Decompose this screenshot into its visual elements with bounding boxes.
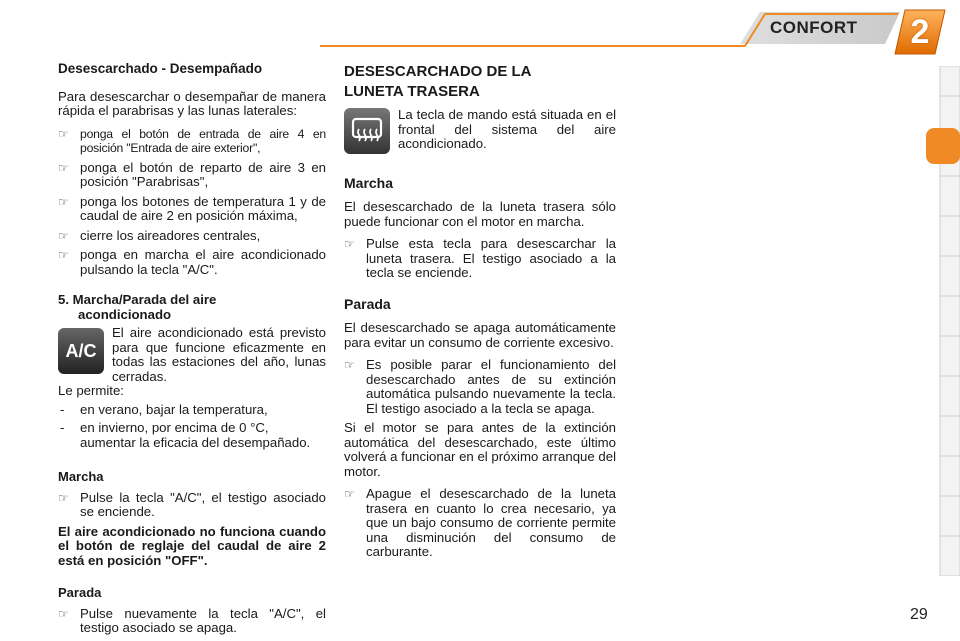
left-marcha-heading: Marcha [58,469,104,484]
hand-pointer-icon: ☞ [344,358,355,372]
hand-pointer-icon: ☞ [58,194,69,209]
list-item: ☞ Pulse nuevamente la tecla "A/C", el testigo asociado se apaga. [58,605,326,635]
list-item: ☞ ponga el botón de reparto de aire 3 en posición "Parabrisas", [58,159,326,189]
ac-button-icon: A/C [58,328,104,374]
list-item: ☞ ponga en marcha el aire acondicionado pulsando la tecla "A/C". [58,247,326,277]
permits-label: Le permite: [58,383,124,398]
right-note: Si el motor se para antes de la extinción automática del desescarchado, este último volverá a funcionar en el próximo arranque del motor. [344,420,616,479]
hand-pointer-icon: ☞ [58,228,69,243]
list-item: ☞ Apague el desescarchado de la luneta trasera en cuanto lo crea necesario, ya que un bajo consumo de corriente permite una disminución del consumo de carburante. [344,486,616,559]
hand-pointer-icon: ☞ [58,606,69,621]
list-item: ☞ Es posible parar el funcionamiento del desescarchado antes de su extinción automática pulsando nuevamente la tecla. El testigo asociado a la tecla se apaga. [344,357,616,416]
ac-section-title-cont: acondicionado [78,306,172,322]
list-item: ☞ Pulse la tecla "A/C", el testigo asociado se enciende. [58,489,326,519]
right-parada-heading: Parada [344,295,391,312]
left-heading: Desescarchado - Desempañado [58,61,263,76]
list-item: - en verano, bajar la temperatura, [60,401,268,417]
left-parada-heading: Parada [58,585,102,600]
chapter-number: 2 [910,13,930,51]
list-item: - en invierno, por encima de 0 °C, aumentar la eficacia del desempañado. [60,420,311,450]
section-title: CONFORT [770,18,858,37]
right-heading-line2: LUNETA TRASERA [344,83,480,100]
active-chapter-tab [926,128,960,164]
hand-pointer-icon: ☞ [344,237,355,251]
right-parada-text: El desescarchado se apaga automáticamente para evitar un consumo de corriente excesivo. [344,320,616,350]
hand-pointer-icon: ☞ [58,490,69,505]
hand-pointer-icon: ☞ [344,487,355,501]
right-intro: La tecla de mando está situada en el frontal del sistema del aire acondicionado. [398,107,616,151]
hand-pointer-icon: ☞ [58,248,69,262]
list-item: ☞ ponga el botón de entrada de aire 4 en posición "Entrada de aire exterior", [58,126,326,155]
ac-warning: El aire acondicionado no funciona cuando el botón de reglaje del caudal de aire 2 está en posición "OFF". [58,523,326,568]
chapter-tabs [926,66,960,576]
page-number: 29 [910,606,928,623]
hand-pointer-icon: ☞ [58,160,69,175]
right-heading-line1: DESESCARCHADO DE LA [344,63,532,80]
right-column [344,62,616,565]
left-intro: Para desescarchar o desempañar de manera rápida el parabrisas y las lunas laterales: [58,88,326,118]
rear-window-defrost-icon [344,108,390,154]
right-marcha-text: El desescarchado de la luneta trasera sólo puede funcionar con el motor en marcha. [344,199,616,229]
list-item: ☞ Pulse esta tecla para desescarchar la luneta trasera. El testigo asociado a la tecla se enciende. [344,236,616,280]
list-item: ☞ cierre los aireadores centrales, [58,227,261,243]
list-item: ☞ ponga los botones de temperatura 1 y de caudal de aire 2 en posición máxima, [58,193,326,223]
hand-pointer-icon: ☞ [58,126,69,141]
ac-section-title: 5. Marcha/Parada del aire [58,292,217,307]
ac-description: El aire acondicionado está previsto para que funcione eficazmente en todas las estaciones del año, lunas cerradas. [112,325,326,384]
left-column [58,62,326,641]
right-marcha-heading: Marcha [344,174,394,191]
